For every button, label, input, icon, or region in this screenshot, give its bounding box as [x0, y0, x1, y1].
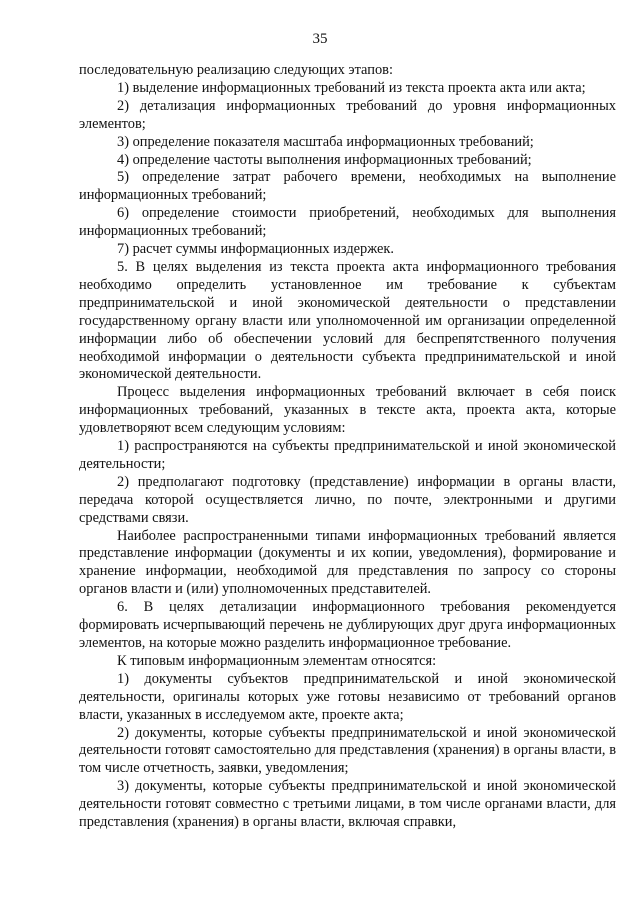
paragraph: К типовым информационным элементам относятся:	[117, 652, 437, 669]
list-item: 1) выделение информационных требований из текста проекта акта или акта;	[117, 79, 586, 96]
list-item: 7) расчет суммы информационных издержек.	[117, 241, 394, 258]
paragraph: Наиболее распространенными типами информационных требований является представление информации (документы и их копии, уведомления), формирование и хранение информации, необходимой для представления по запросу со стороны органов власти и (или) уполномоченных представителей.	[79, 527, 616, 598]
list-item: 1) документы субъектов предпринимательской и иной экономической деятельности, оригиналы которых уже готовы независимо от требований органов власти, указанных в исследуемом акте, проекте акта;	[79, 670, 616, 723]
list-item: 5) определение затрат рабочего времени, необходимых на выполнение информационных требований;	[79, 169, 616, 204]
list-item: 3) документы, которые субъекты предпринимательской и иной экономической деятельности готовят совместно с третьими лицами, в том числе органами власти, для представления (хранения) в органы власти, включая справки,	[79, 778, 616, 831]
list-item: 6) определение стоимости приобретений, необходимых для выполнения информационных требований;	[79, 205, 616, 240]
list-item: 2) документы, которые субъекты предпринимательской и иной экономической деятельности готовят самостоятельно для представления (хранения) в органы власти, в том числе отчетность, заявки, уведомления;	[79, 724, 616, 777]
list-item: 2) предполагают подготовку (представление) информации в органы власти, передача которой осуществляется лично, по почте, электронными и другими средствами связи.	[79, 473, 616, 526]
page-number: 35	[312, 31, 328, 47]
document-body	[79, 62, 616, 832]
paragraph: 6. В целях детализации информационного требования рекомендуется формировать исчерпывающий перечень не дублирующих друг друга информационных элементов, на которые можно разделить информационное требование.	[79, 599, 616, 651]
list-item: 4) определение частоты выполнения информационных требований;	[117, 151, 532, 168]
list-item: 2) детализация информационных требований до уровня информационных элементов;	[79, 97, 616, 132]
paragraph: Процесс выделения информационных требований включает в себя поиск информационных требований, указанных в тексте акта, проекта акта, которые удовлетворяют всем следующим условиям:	[79, 384, 616, 437]
list-item: 3) определение показателя масштаба информационных требований;	[117, 133, 534, 150]
paragraph: последовательную реализацию следующих этапов:	[79, 62, 393, 78]
paragraph: 5. В целях выделения из текста проекта акта информационного требования необходимо определить установленное им требование к субъектам предпринимательской и иной экономической деятельности о представлении государственному органу власти или уполномоченной им организации определенной информации либо об обеспечении условий для беспрепятственного получения необходимой информации о деятельности субъекта предпринимательской и иной экономической деятельности.	[79, 258, 616, 383]
list-item: 1) распространяются на субъекты предпринимательской и иной экономической деятельности;	[79, 438, 616, 472]
